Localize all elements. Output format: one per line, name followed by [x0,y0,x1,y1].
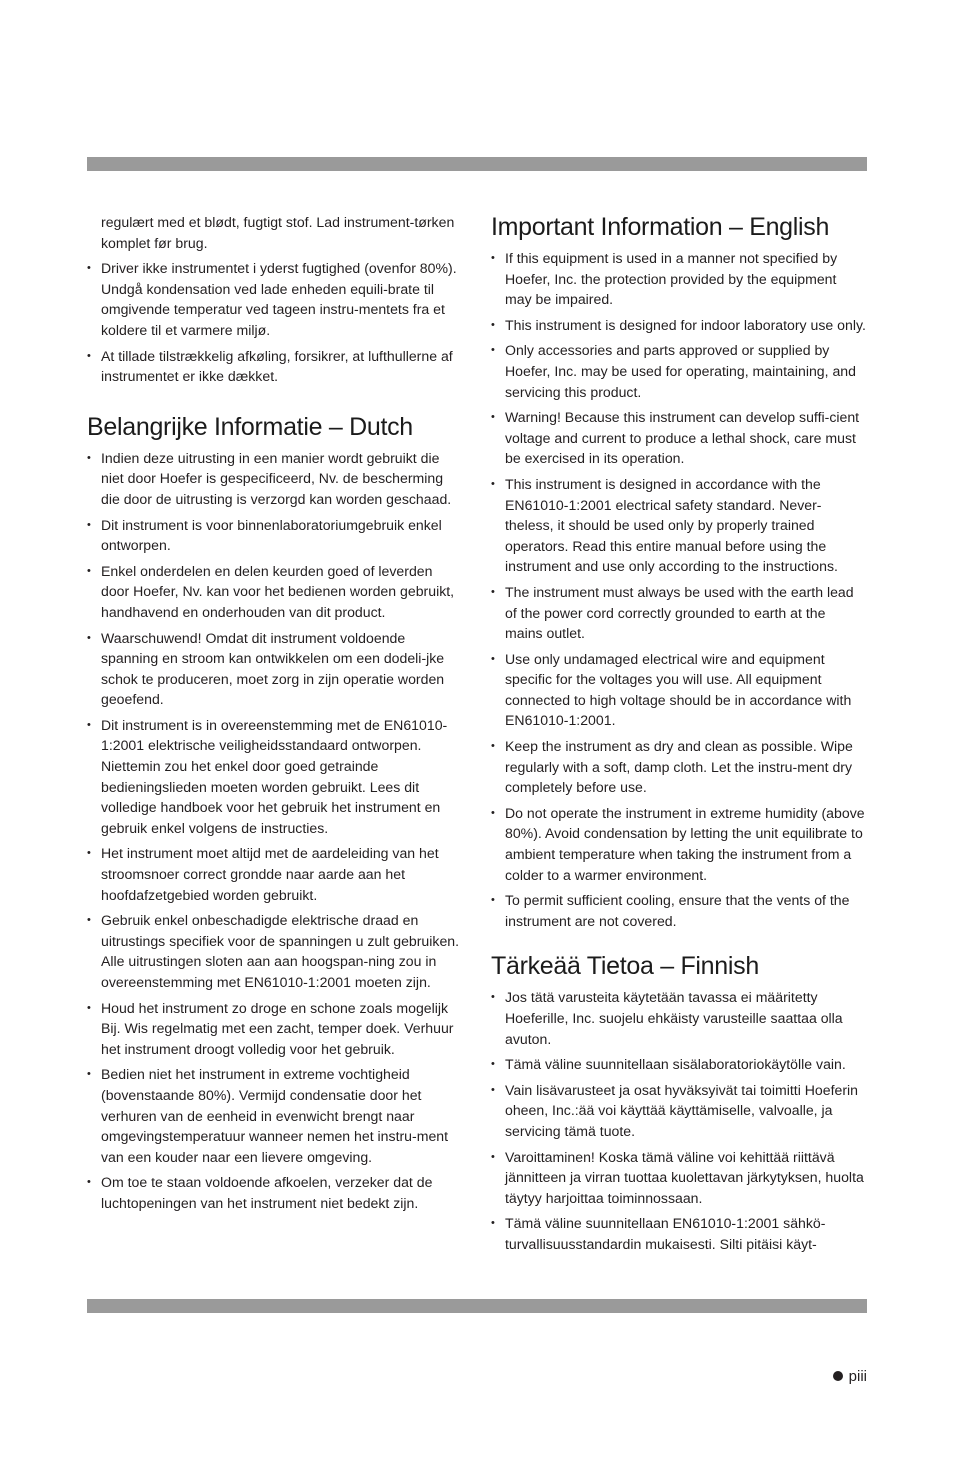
bullet-circle-icon [833,1371,843,1381]
page-number: piii [848,1368,867,1385]
dutch-heading: Belangrijke Informatie – Dutch [87,412,413,441]
list-item: • Only accessories and parts approved or supplied by Hoefer, Inc. may be used for operating, maintaining, and servicing this product. [491,342,856,400]
list-item: • Bedien niet het instrument in extreme vochtigheid (bovenstaande 80%). Vermijd condensatie door het verhuren van de eenheid in evenwicht brengt naar omgevingstemperatuur wanneer nemen het instru-ment van een kouder naar een lievere omgeving. [87,1066,449,1165]
page-footer [833,1368,867,1385]
list-item: • This instrument is designed for indoor laboratory use only. [491,316,866,333]
list-item: • To permit sufficient cooling, ensure that the vents of the instrument are not covered. [491,892,850,929]
list-item: • Om toe te staan voldoende afkoelen, verzeker dat de luchtopeningen van het instrument niet bedekt zijn. [87,1174,433,1211]
english-heading: Important Information – English [491,213,830,241]
list-item: • Driver ikke instrumentet i yderst fugtighed (ovenfor 80%). Undgå kondensation ved lade enheden equili-brate til omgivende temperatur ved tageen instru-mentets fra et koldere til et varmere miljø. [87,260,457,338]
list-item: • Warning! Because this instrument can develop suffi-cient voltage and current to produce a lethal shock, care must be exercised in its operation. [491,409,860,467]
list-item: • Jos tätä varusteita käytetään tavassa ei määritetty Hoeferille, Inc. suojelu ehkäisty varusteille saattaa olla avuton. [491,989,843,1047]
list-item: • Tämä väline suunnitellaan EN61010-1:2001 sähkö-turvallisuusstandardin mukaisesti. Silti pitäisi käyt- [491,1215,826,1252]
list-item: • Het instrument moet altijd met de aardeleiding van het stroomsnoer correct grondde naar aarde aan het hoofdafzetgebied worden gebruikt. [87,845,439,903]
finnish-heading: Tärkeää Tietoa – Finnish [491,952,759,981]
english-list [491,248,866,931]
list-item: • Tämä väline suunnitellaan sisälaboratoriokäytölle vain. [491,1056,846,1073]
list-item: • This instrument is designed in accordance with the EN61010-1:2001 electrical safety standard. Never-theless, it should be used only by properly trained operators. Read this entire manual before using the instrument and use only according to the instructions. [491,475,838,575]
list-item: • Use only undamaged electrical wire and equipment specific for the voltages you will use. All equipment connected to high voltage should be in accordance with EN61010-1:2001. [491,650,852,729]
list-item: • If this equipment is used in a manner not specified by Hoefer, Inc. the protection provided by the equipment may be impaired. [491,250,838,308]
finnish-list [491,987,866,1254]
list-item: • Gebruik enkel onbeschadigde elektrische draad en uitrustings specifiek voor de spanningen u zult gebruiken. Alle uitrustingen sloten aan aan hoogspan-ning zou in overeenstemming met EN61010-1:2001 moeten zijn. [87,912,460,990]
left-column [87,212,462,1219]
list-item: • The instrument must always be used with the earth lead of the power cord correctly grounded to earth at the mains outlet. [491,583,854,642]
list-item: • Do not operate the instrument in extreme humidity (above 80%). Avoid condensation by letting the unit equilibrate to ambient temperature when taking the instrument from a colder to a warmer environment. [491,804,865,883]
list-item: • Keep the instrument as dry and clean as possible. Wipe regularly with a soft, damp cloth. Let the instru-ment dry completely before use. [491,738,853,796]
list-item: • Dit instrument is in overeenstemming met de EN61010-1:2001 elektrische veiligheidsstandaard ontworpen. Niettemin zou het enkel door goed getrainde bedieningslieden moeten worden gebruikt. Lees dit volledige handboek voor het gebruik het instrument en gebruik enkel volgens de instructies. [87,716,448,836]
list-item: • Varoittaminen! Koska tämä väline voi kehittää riittävä jännitteen ja virran tuottaa kuolettavan järkytyksen, huolta täytyy harjoittaa toiminnossaan. [491,1148,864,1206]
list-item: • Enkel onderdelen en delen keurden goed of leverden door Hoefer, Nv. kan voor het bedienen worden gebruikt, handhavend en onderhouden van dit product. [87,562,455,620]
list-item: • At tillade tilstrækkelig afkøling, forsikrer, at lufthullerne af instrumentet er ikke dækket. [87,347,453,385]
list-item: • Dit instrument is voor binnenlaboratoriumgebruik enkel ontworpen. [87,516,442,554]
right-column [491,212,866,1260]
list-item: • Waarschuwend! Omdat dit instrument voldoende spanning en stroom kan ontwikkelen om een dodeli-jke schok te produceren, moet zorg in zijn operatie worden geoefend. [87,629,445,708]
danish-list [87,258,462,387]
danish-continuation-text: regulært med et blødt, fugtigt stof. Lad instrument-tørken komplet før brug. [101,214,455,251]
list-item: • Indien deze uitrusting in een manier wordt gebruikt die niet door Hoefer is gespecificeerd, Nv. de bescherming die door de uitrusting is verzorgd kan worden geschaad. [87,449,452,507]
list-item: • Houd het instrument zo droge en schone zoals mogelijk Bij. Wis regelmatig met een zacht, temper doek. Verhuur het instrument droogt volledig voor het gebruik. [87,999,454,1057]
list-item: • Vain lisävarusteet ja osat hyväksyivät tai toimitti Hoeferin oheen, Inc.:ää voi käyttää käyttämiselle, valvoalle, ja servicing tämä tuote. [491,1081,859,1139]
footer-rule [87,1299,867,1313]
header-rule [87,157,867,171]
dutch-list [87,448,462,1214]
